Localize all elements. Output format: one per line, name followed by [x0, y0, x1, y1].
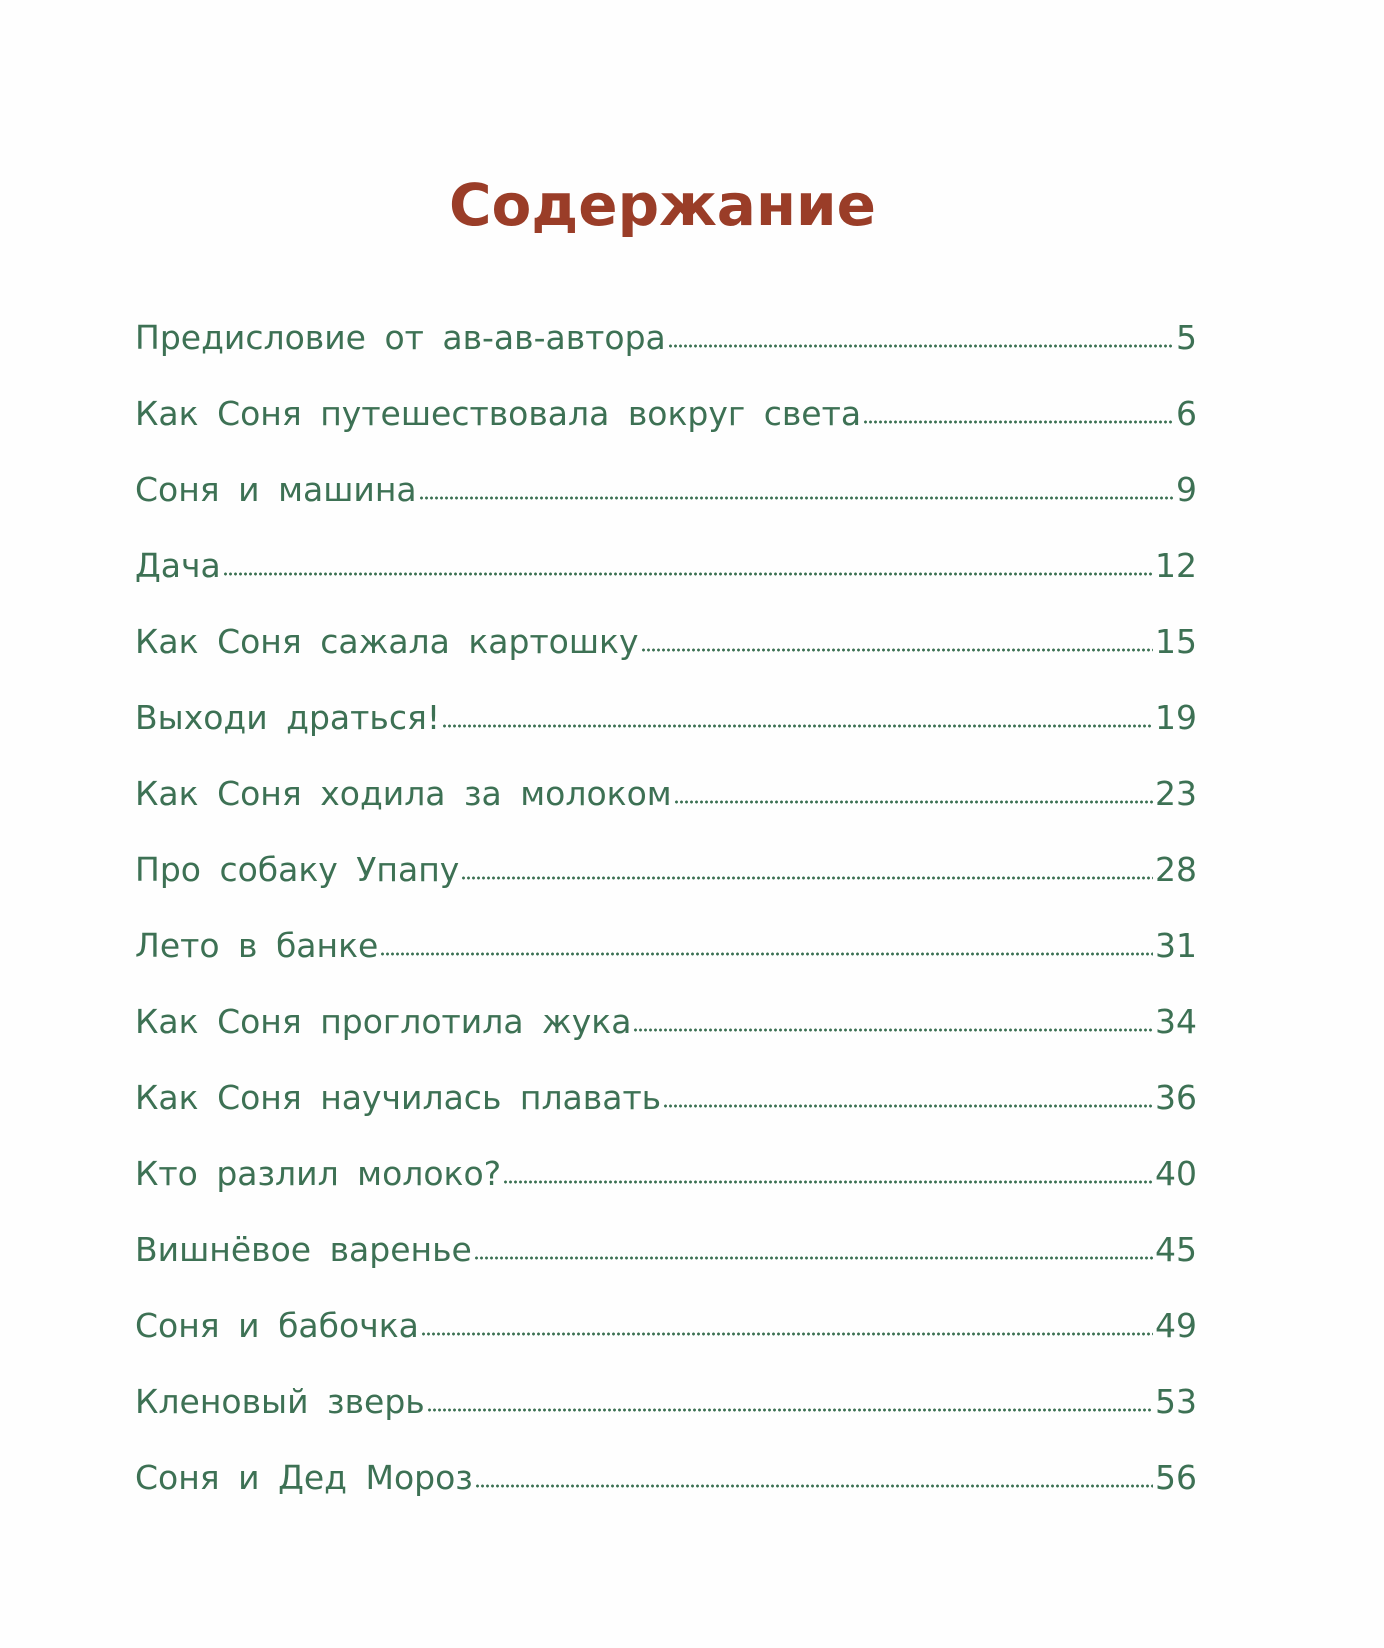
- toc-entry-page: 40: [1155, 1154, 1197, 1193]
- toc-entry-page: 9: [1176, 470, 1197, 509]
- dot-leader: [380, 952, 1153, 956]
- toc-entry-title: Как Соня сажала картошку: [135, 622, 639, 661]
- toc-entry-page: 5: [1176, 318, 1197, 357]
- dot-leader: [421, 1332, 1153, 1336]
- page-title: Содержание: [448, 170, 876, 239]
- dot-leader: [668, 344, 1174, 348]
- toc-entry-title: Как Соня проглотила жука: [135, 1002, 632, 1041]
- toc-entry-title: Как Соня научилась плавать: [135, 1078, 662, 1117]
- toc-entry: [135, 622, 1197, 698]
- dot-leader: [633, 1028, 1153, 1032]
- toc-entry-page: 53: [1155, 1382, 1197, 1421]
- dot-leader: [474, 1256, 1153, 1260]
- toc-entry-title: Соня и Дед Мороз: [135, 1458, 473, 1497]
- toc-entry-page: 56: [1155, 1458, 1197, 1497]
- toc-entry-title: Кто разлил молоко?: [135, 1154, 502, 1193]
- toc-entry-title: Выходи драться!: [135, 698, 441, 737]
- toc-entry-title: Кленовый зверь: [135, 1382, 425, 1421]
- toc-entry: [135, 1154, 1197, 1230]
- toc-entry: [135, 394, 1197, 470]
- toc-entry-page: 31: [1155, 926, 1197, 965]
- toc-entry: [135, 1306, 1197, 1382]
- toc-entry-title: Про собаку Упапу: [135, 850, 460, 889]
- dot-leader: [223, 572, 1153, 576]
- dot-leader: [419, 496, 1174, 500]
- toc-entry-title: Как Соня путешествовала вокруг света: [135, 394, 862, 433]
- toc-entry-page: 49: [1155, 1306, 1197, 1345]
- toc-entry: [135, 1002, 1197, 1078]
- dot-leader: [503, 1180, 1153, 1184]
- toc-entry-title: Как Соня ходила за молоком: [135, 774, 672, 813]
- toc-entry: [135, 1458, 1197, 1534]
- toc-entry: [135, 1230, 1197, 1306]
- toc-entry: [135, 546, 1197, 622]
- toc-entry: [135, 698, 1197, 774]
- toc-entry-title: Дача: [135, 546, 221, 585]
- toc-entry: [135, 318, 1197, 394]
- table-of-contents: [135, 318, 1197, 1534]
- toc-entry: [135, 1078, 1197, 1154]
- toc-entry-page: 34: [1155, 1002, 1197, 1041]
- dot-leader: [863, 420, 1174, 424]
- toc-entry-page: 23: [1155, 774, 1197, 813]
- toc-entry-title: Соня и бабочка: [135, 1306, 419, 1345]
- dot-leader: [461, 876, 1153, 880]
- toc-entry: [135, 774, 1197, 850]
- toc-entry: [135, 926, 1197, 1002]
- dot-leader: [475, 1484, 1153, 1488]
- toc-entry-title: Соня и машина: [135, 470, 417, 509]
- toc-entry-title: Предисловие от ав-ав-автора: [135, 318, 666, 357]
- toc-entry: [135, 470, 1197, 546]
- toc-entry-page: 19: [1155, 698, 1197, 737]
- toc-entry-title: Лето в банке: [135, 926, 379, 965]
- dot-leader: [674, 800, 1153, 804]
- toc-entry-page: 12: [1155, 546, 1197, 585]
- toc-entry-page: 6: [1176, 394, 1197, 433]
- toc-entry-title: Вишнёвое варенье: [135, 1230, 472, 1269]
- toc-entry-page: 45: [1155, 1230, 1197, 1269]
- dot-leader: [663, 1104, 1153, 1108]
- dot-leader: [641, 648, 1153, 652]
- dot-leader: [427, 1408, 1153, 1412]
- dot-leader: [442, 724, 1153, 728]
- toc-entry-page: 28: [1155, 850, 1197, 889]
- toc-entry: [135, 850, 1197, 926]
- toc-entry: [135, 1382, 1197, 1458]
- toc-entry-page: 15: [1155, 622, 1197, 661]
- toc-entry-page: 36: [1155, 1078, 1197, 1117]
